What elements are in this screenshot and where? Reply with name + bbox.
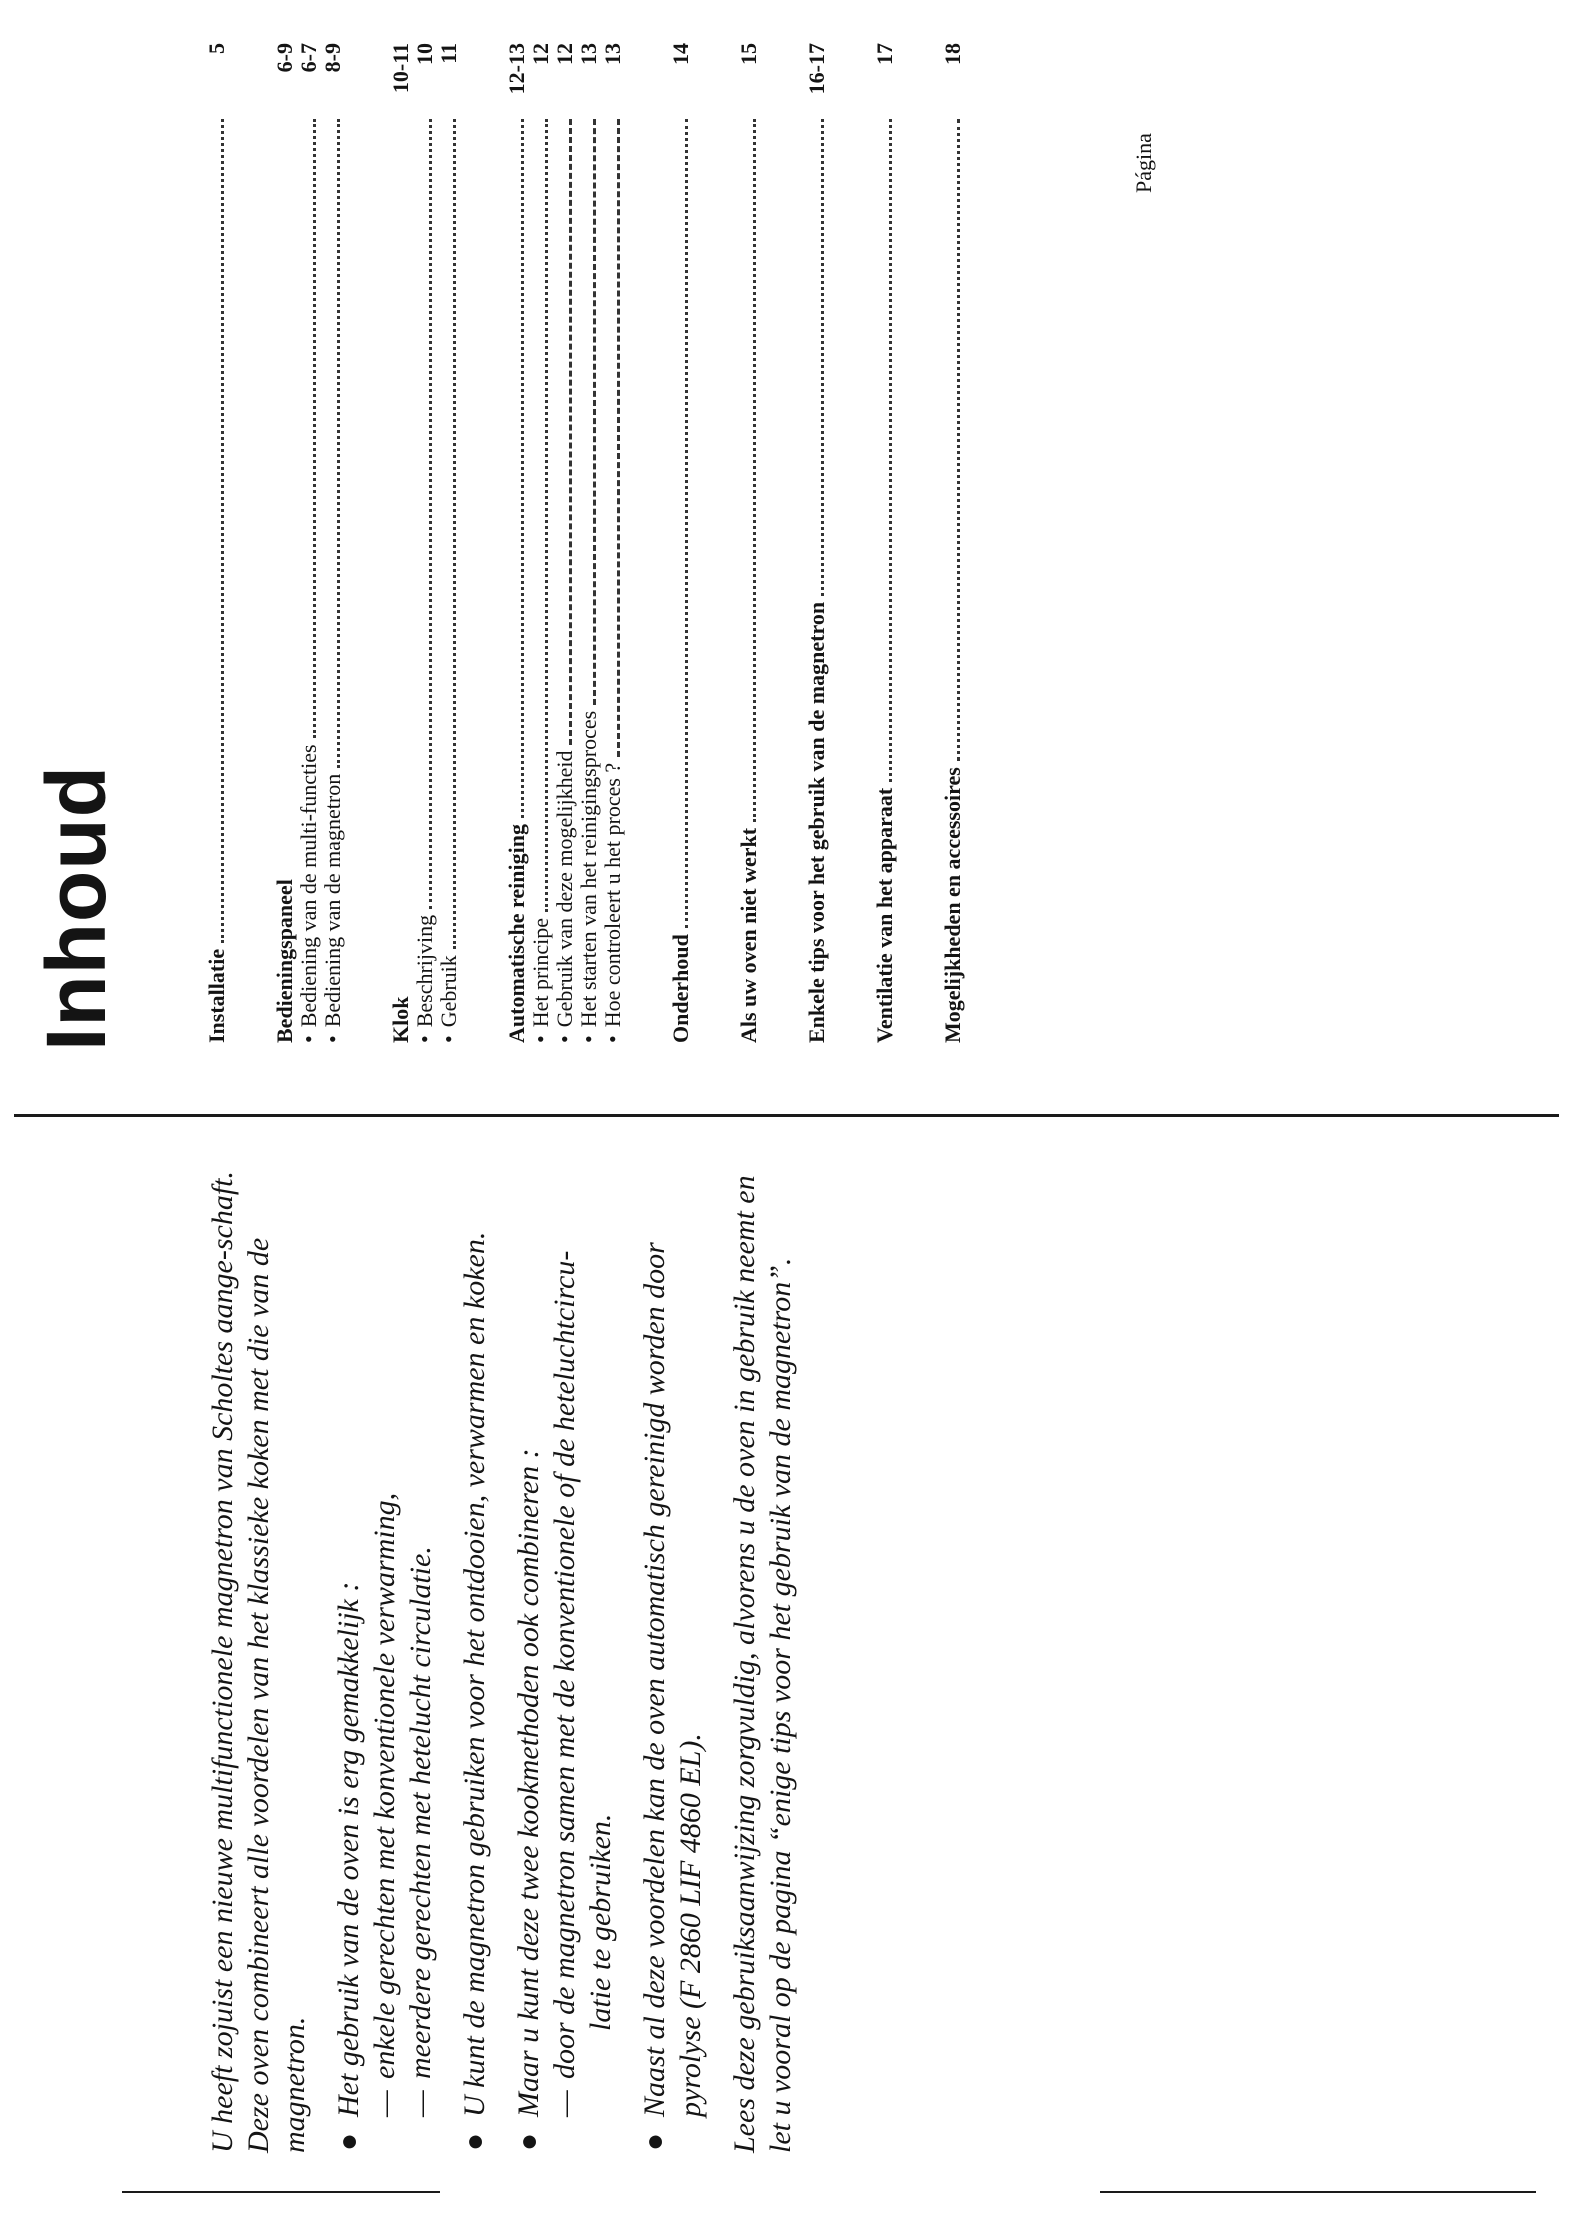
edge-line-left bbox=[122, 2191, 440, 2193]
toc-subentry: • Bediening van de multi-functies 6-7 bbox=[297, 43, 321, 1043]
toc-entry: Klok 10-11 bbox=[388, 43, 413, 1043]
toc-entry: Installatie 5 bbox=[204, 43, 229, 1043]
toc-section bbox=[941, 43, 965, 1043]
toc-entry: Onderhoud 14 bbox=[668, 43, 693, 1043]
toc-entry: Mogelijkheden en accessoires 18 bbox=[940, 43, 965, 1043]
dash-item: —enkele gerechten met konventionele verwarming, bbox=[368, 1492, 401, 2117]
toc-section bbox=[205, 43, 229, 1043]
toc-section bbox=[505, 43, 625, 1043]
bullet-text: Maar u kunt deze twee kookmethoden ook combineren : bbox=[512, 1448, 545, 2117]
toc-entry: Als uw oven niet werkt 15 bbox=[736, 43, 761, 1043]
toc-section bbox=[805, 43, 829, 1043]
toc-section bbox=[873, 43, 897, 1043]
bullet-icon: ● bbox=[332, 2132, 365, 2151]
toc-entry: Enkele tips voor het gebruik van de magnetron 16-17 bbox=[804, 43, 829, 1043]
bullet-icon: ● bbox=[458, 2132, 491, 2151]
toc-subentry: • Bediening van de magnetron 8-9 bbox=[321, 43, 345, 1043]
bullet-text: U kunt de magnetron gebruiken voor het ontdooien, verwarmen en koken. bbox=[458, 1231, 491, 2117]
bullet-text: Het gebruik van de oven is erg gemakkelijk : bbox=[332, 1581, 365, 2117]
edge-line-right bbox=[1100, 2191, 1536, 2193]
bullet-text: Naast al deze voordelen kan de oven automatisch gereinigd worden door pyrolyse (F 2860 LIF 4860 EL). bbox=[638, 1242, 707, 2117]
dash-item: —door de magnetron samen met de konventionele of de heteluchtcircu- bbox=[548, 1250, 581, 2117]
dash-item-continued: latie te gebruiken. bbox=[584, 1813, 617, 2031]
toc-subentry: • Hoe controleert u het proces ? 13 bbox=[601, 43, 625, 1043]
dash-item: —meerdere gerechten met hetelucht circulatie. bbox=[404, 1546, 437, 2117]
bullet-icon: ● bbox=[512, 2132, 545, 2151]
page-title: Inhoud bbox=[29, 765, 123, 1051]
toc-subentry: • Het starten van het reinigingsproces 13 bbox=[577, 43, 601, 1043]
intro-closing-paragraph: Lees deze gebruiksaanwijzing zorgvuldig, alvorens u de oven in gebruik neemt en let u vooral op de pagina “enige tips voor het gebruik van de magnetron”. bbox=[728, 1175, 797, 2153]
toc-section bbox=[737, 43, 761, 1043]
intro-bullet bbox=[331, 1153, 439, 2153]
fold-line bbox=[14, 1114, 1559, 1117]
table-of-contents bbox=[205, 43, 1009, 1043]
toc-subentry: • Beschrijving 10 bbox=[413, 43, 437, 1043]
toc-entry: Bedieningspaneel 6-9 bbox=[272, 43, 297, 1043]
toc-section bbox=[669, 43, 693, 1043]
toc-section bbox=[389, 43, 461, 1043]
page-column-header: Página bbox=[1131, 133, 1156, 193]
intro-bullet bbox=[511, 1153, 619, 2153]
toc-subentry: • Het principe 12 bbox=[529, 43, 553, 1043]
intro-paragraph: U heeft zojuist een nieuwe multifunctionele magnetron van Scholtes aange-schaft. Deze oven combineert alle voordelen van het klassieke koken met die van de magnetron. bbox=[206, 1170, 311, 2153]
toc-entry: Automatische reiniging 12-13 bbox=[504, 43, 529, 1043]
intro-bullet bbox=[637, 1153, 709, 2153]
toc-subentry: • Gebruik van deze mogelijkheid 12 bbox=[553, 43, 577, 1043]
toc-entry: Ventilatie van het apparaat 17 bbox=[872, 43, 897, 1043]
intro-bullet bbox=[457, 1153, 493, 2153]
intro-text bbox=[205, 1153, 799, 2153]
toc-section bbox=[273, 43, 345, 1043]
toc-subentry: • Gebruik 11 bbox=[437, 43, 461, 1043]
bullet-icon: ● bbox=[638, 2132, 671, 2151]
